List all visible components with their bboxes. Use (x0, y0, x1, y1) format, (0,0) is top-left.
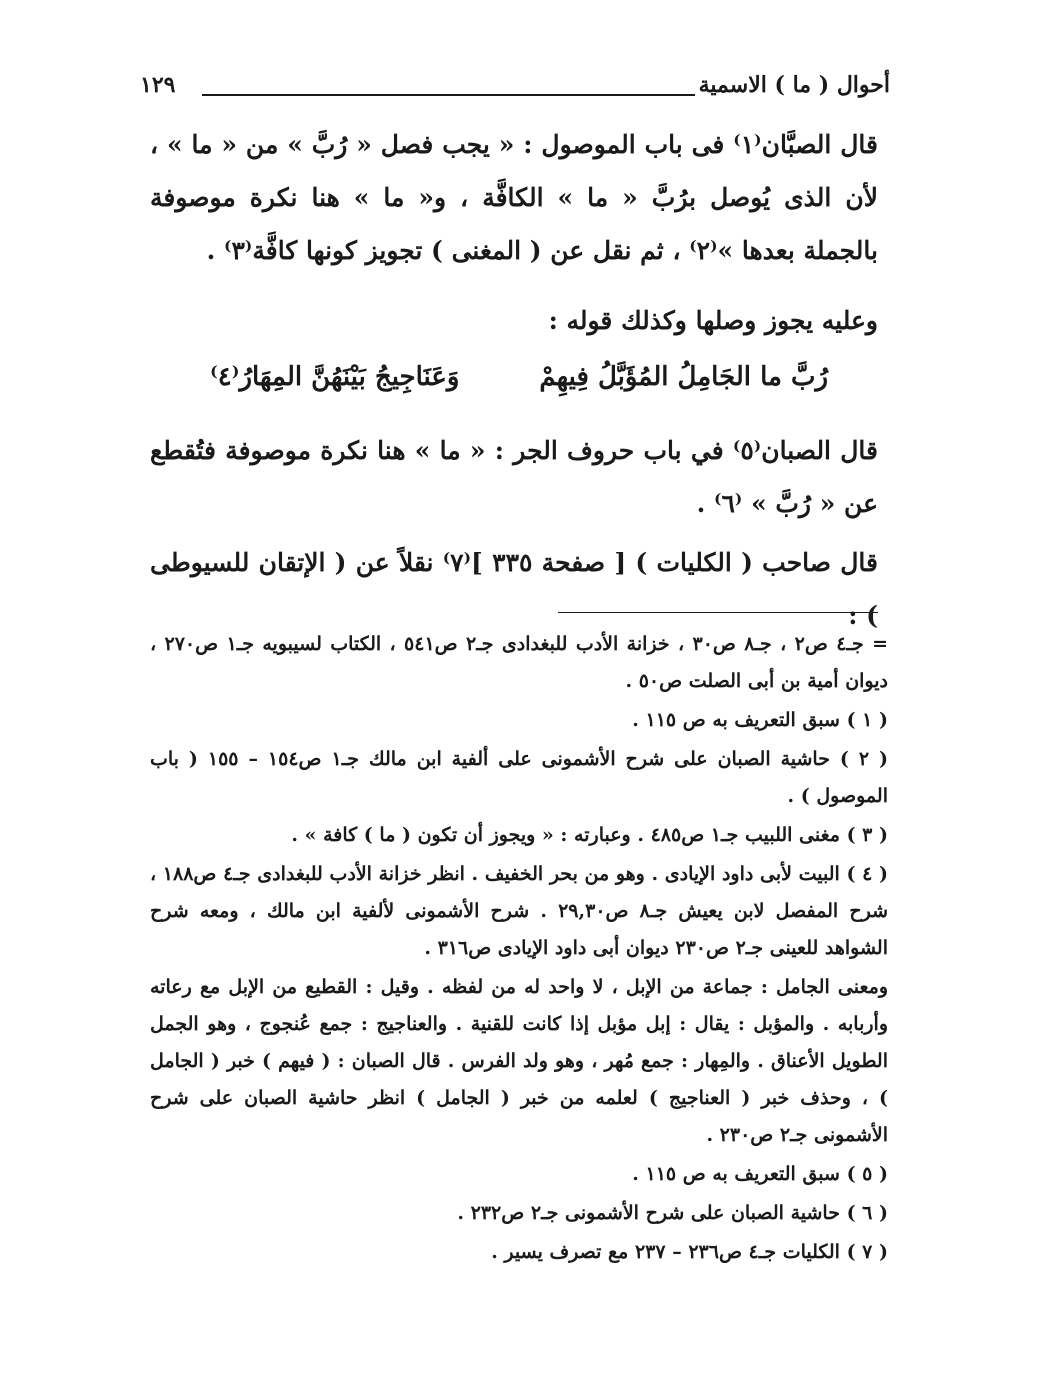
footnotes (150, 626, 888, 1273)
chapter-title: أحوال ( ما ) الاسمية (698, 72, 890, 98)
footnote-separator (558, 612, 878, 613)
footnote-4: ( ٤ ) البيت لأبى داود الإيادى . وهو من بحر الخفيف . انظر خزانة الأدب للبغدادى جـ٤ ص١٨٨ ، شرح المفصل لابن يعيش جـ٨ ص٢٩,٣٠ . شرح الأشمونى لألفية ابن مالك ، ومعه شرح الشواهد للعينى جـ٢ ص٢٣٠ ديوان أبى داود الإيادى ص٣١٦ . (150, 863, 888, 959)
running-header (140, 72, 890, 106)
footnote-5: ( ٥ ) سبق التعريف به ص ١١٥ . (632, 1163, 888, 1185)
paragraph-4: قال صاحب ( الكليات ) [ صفحة ٣٣٥ ]⁽٧⁾ نقلاً عن ( الإتقان للسيوطى ) : (150, 548, 879, 630)
footnote-1: ( ١ ) سبق التعريف به ص ١١٥ . (632, 709, 888, 731)
footnote-6: ( ٦ ) حاشية الصبان على شرح الأشمونى جـ٢ ص٢٣٢ . (457, 1202, 888, 1224)
paragraph-2: وعليه يجوز وصلها وكذلك قوله : (548, 306, 878, 335)
verse-first-hemistich: رُبَّ ما الجَامِلُ المُؤَبَّلُ فِيهِمْ (539, 362, 828, 392)
verse-second-hemistich: وَعَنَاجِيجُ بَيْنَهُنَّ المِهَارُ⁽٤⁾ (210, 362, 460, 392)
paragraph-3: قال الصبان⁽٥⁾ في باب حروف الجر : « ما » هنا نكرة موصوفة فتُقطع عن « رُبَّ » ⁽٦⁾ . (150, 436, 878, 518)
footnote-3: ( ٣ ) مغنى اللبيب جـ١ ص٤٨٥ . وعبارته : « ويجوز أن تكون ( ما ) كافة » . (291, 824, 888, 846)
footnote-continuation: = جـ٤ ص٢ ، جـ٨ ص٣٠ ، خزانة الأدب للبغدادى جـ٢ ص٥٤١ ، الكتاب لسيبويه جـ١ ص٢٧٠ ، ديوان أمية بن أبى الصلت ص٥٠ . (150, 633, 889, 692)
page-number: ١٢٩ (140, 72, 176, 98)
footnote-4-gloss: ومعنى الجامل : جماعة من الإبل ، لا واحد له من لفظه . وقيل : القطيع من الإبل مع رعاته وأربابه . والمؤبل : يقال : إبل مؤبل إذا كانت للقنية . والعناجيج : جمع عُنجوج ، وهو الجمل الطويل الأعناق . والمِهار : جمع مُهر ، وهو ولد الفرس . قال الصبان : ( فيهم ) خبر ( الجامل ) ، وحذف خبر ( العناجيج ) لعلمه من خبر ( الجامل ) انظر حاشية الصبان على شرح الأشمونى جـ٢ ص٢٣٠ . (150, 976, 888, 1146)
header-rule (202, 94, 695, 96)
poetry-verse (210, 362, 828, 406)
footnote-7: ( ٧ ) الكليات جـ٤ ص٢٣٦ – ٢٣٧ مع تصرف يسير . (491, 1241, 888, 1263)
paragraph-1: قال الصبَّان⁽١⁾ فى باب الموصول : « يجب فصل « رُبَّ » من « ما » ، لأن الذى يُوصل برُبَّ « ما » الكافَّة ، و« ما » هنا نكرة موصوفة بالجملة بعدها »⁽٢⁾ ، ثم نقل عن ( المغنى ) تجويز كونها كافَّة⁽٣⁾ . (150, 130, 878, 265)
footnote-2: ( ٢ ) حاشية الصبان على شرح الأشمونى على ألفية ابن مالك جـ١ ص١٥٤ – ١٥٥ ( باب الموصول ) . (150, 748, 889, 807)
